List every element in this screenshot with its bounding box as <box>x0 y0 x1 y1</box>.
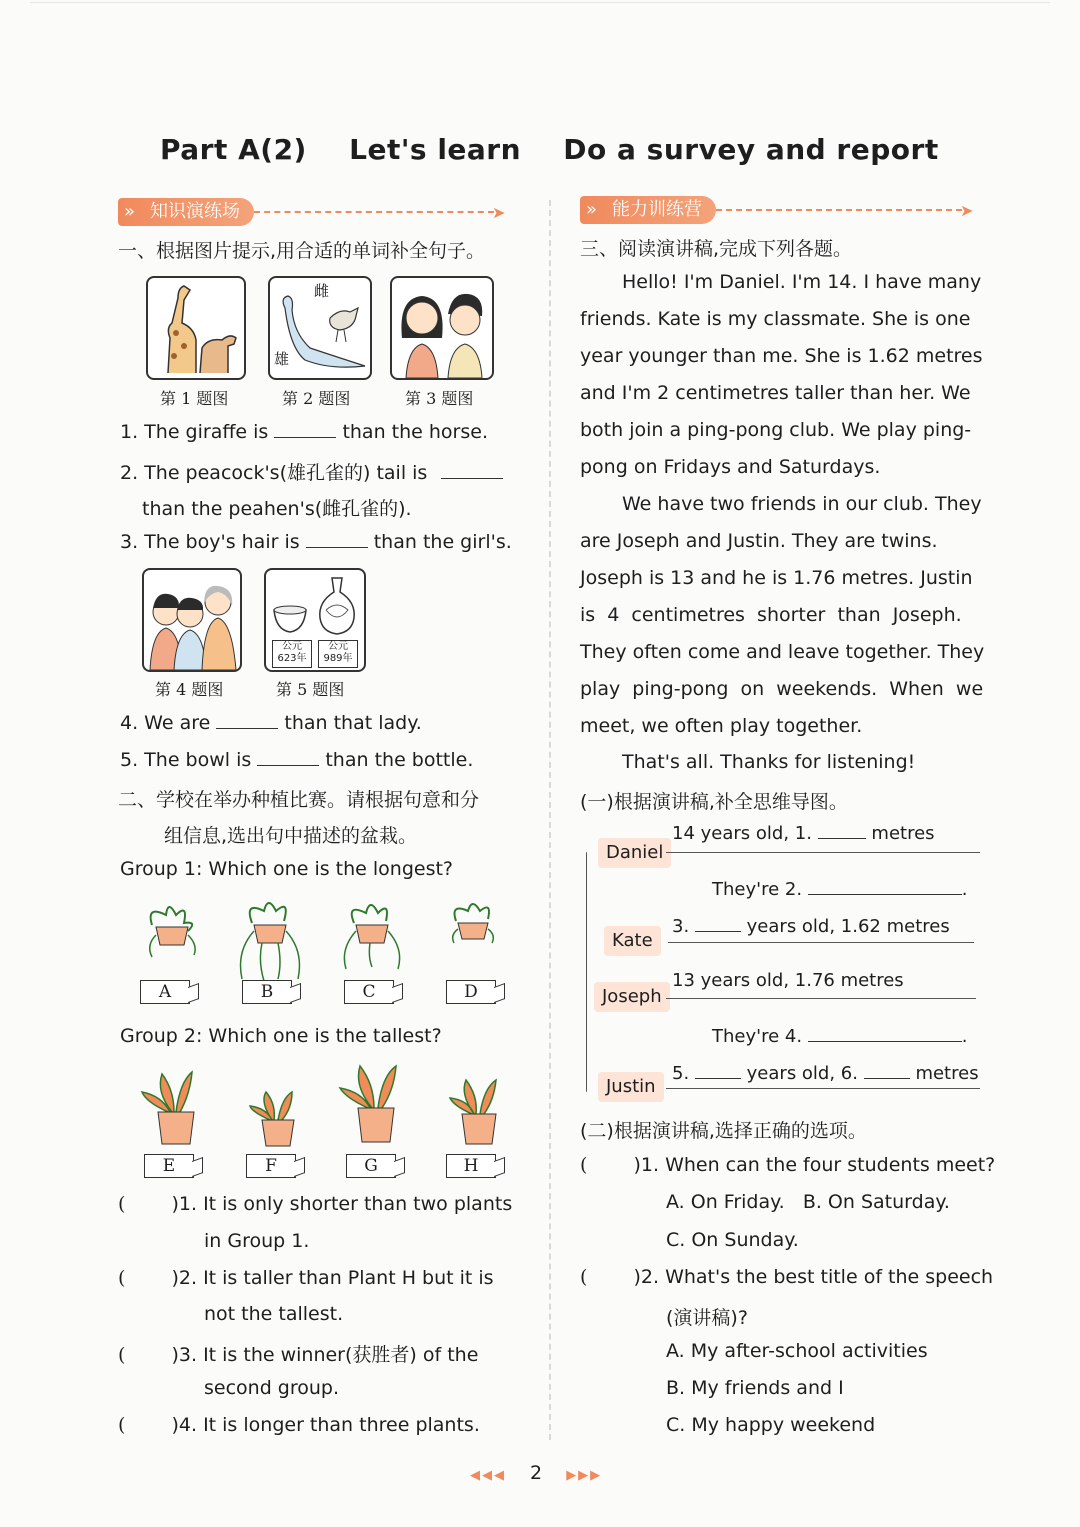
group2-question: Group 2: Which one is the tallest? <box>120 1025 442 1047</box>
node-daniel: Daniel <box>598 838 671 868</box>
mc-question-1 <box>580 1154 995 1176</box>
plant-label-b[interactable]: B <box>242 980 292 1004</box>
arrows-right-icon: ▶▶▶ <box>566 1468 603 1483</box>
mc-2-option-c[interactable]: C. My happy weekend <box>666 1414 876 1436</box>
q4-text: 4. We are <box>120 712 211 734</box>
top-rule <box>30 2 1050 3</box>
section1-heading: 一、根据图片提示,用合适的单词补全句子。 <box>118 240 486 262</box>
plant-c-icon <box>344 905 399 969</box>
mc-2-option-b[interactable]: B. My friends and I <box>666 1377 844 1399</box>
select-item-2-text: It is taller than Plant H but it is <box>203 1267 494 1289</box>
mc-paren-1[interactable]: ( <box>580 1154 588 1176</box>
plant-d-icon <box>453 904 494 943</box>
passage-line-9: Joseph is 13 and he is 1.76 metres. Justin <box>580 567 973 589</box>
kids-lady-picture <box>142 568 242 672</box>
select-item-3-cont: second group. <box>204 1377 340 1399</box>
theyre-4: They're 4. . <box>712 1026 968 1047</box>
q5-text: 5. The bowl is <box>120 749 252 771</box>
mc-question-2 <box>580 1266 993 1288</box>
blank-4[interactable] <box>808 1025 962 1042</box>
female-label: 雌 <box>314 282 330 300</box>
passage-line-5: both join a ping-pong club. We play ping- <box>580 419 972 441</box>
banner-knowledge-label: 知识演练场 <box>150 201 240 222</box>
answer-paren-4[interactable]: ( <box>118 1414 126 1436</box>
q1-blank[interactable] <box>274 421 336 438</box>
question-1 <box>120 421 488 443</box>
daniel-info <box>672 822 935 844</box>
mc-question-2-text: What's the best title of the speech <box>665 1266 994 1288</box>
group1-question: Group 1: Which one is the longest? <box>120 858 454 880</box>
select-item-2-cont: not the tallest. <box>204 1303 344 1325</box>
plant-label-a[interactable]: A <box>140 980 190 1004</box>
q3-text-end: than the girl's. <box>373 531 512 553</box>
passage-line-13: meet, we often play together. <box>580 715 863 737</box>
subsection-1-heading: (一)根据演讲稿,补全思维导图。 <box>580 791 848 813</box>
select-item-1 <box>118 1193 512 1215</box>
q4-text-end: than that lady. <box>284 712 422 734</box>
banner-ability-label: 能力训练营 <box>612 199 702 220</box>
select-item-1-text: It is only shorter than two plants <box>203 1193 513 1215</box>
blank-1[interactable] <box>818 822 866 839</box>
select-item-4-text: It is longer than three plants. <box>203 1414 480 1436</box>
page-number-value: 2 <box>530 1462 543 1484</box>
q2-blank[interactable] <box>441 462 503 479</box>
caption-pic1: 第 1 题图 <box>160 389 229 408</box>
q1-text: 1. The giraffe is <box>120 421 269 443</box>
q5-blank[interactable] <box>257 749 319 766</box>
male-label: 雄 <box>274 350 290 368</box>
caption-pic5: 第 5 题图 <box>276 680 345 699</box>
title-lesson: Let's learn <box>349 133 522 166</box>
select-item-3-num: )3. <box>171 1344 198 1366</box>
plant-h-icon <box>450 1080 496 1144</box>
arrows-left-icon: ◀◀◀ <box>470 1468 506 1483</box>
plant-a-icon <box>150 907 195 957</box>
answer-paren-1[interactable]: ( <box>118 1193 126 1215</box>
justin-info <box>672 1062 979 1084</box>
q2-text-end: than the peahen's(雌孔雀的). <box>142 498 412 520</box>
group1-plants <box>132 895 532 985</box>
giraffe-horse-picture <box>146 276 246 380</box>
justin-info-num: 5. <box>672 1063 690 1084</box>
plant-f-icon <box>250 1092 294 1146</box>
caption-pic3: 第 3 题图 <box>405 389 474 408</box>
select-item-1-num: )1. <box>171 1193 198 1215</box>
question-2 <box>120 458 503 485</box>
mc-question-2-cont: (演讲稿)? <box>666 1307 748 1329</box>
theyre-2-text: They're 2. <box>712 879 803 900</box>
passage-line-14: That's all. Thanks for listening! <box>622 751 916 773</box>
q4-blank[interactable] <box>216 712 278 729</box>
answer-paren-3[interactable]: ( <box>118 1344 126 1366</box>
mind-map <box>580 820 992 1100</box>
q2-text: 2. The peacock's(雄孔雀的) tail is <box>120 462 428 484</box>
banner-knowledge <box>118 198 505 226</box>
banner-arrow-icon: » <box>124 201 136 222</box>
passage-line-11: They often come and leave together. They <box>580 641 985 663</box>
plant-label-d[interactable]: D <box>446 980 496 1004</box>
question-3 <box>120 531 512 553</box>
q1-text-end: than the horse. <box>342 421 488 443</box>
passage-line-8: are Joseph and Justin. They are twins. <box>580 530 938 552</box>
column-divider <box>549 200 551 1440</box>
passage-line-7: We have two friends in our club. They <box>622 493 982 515</box>
title-activity: Do a survey and report <box>563 133 939 166</box>
page-title <box>160 133 971 166</box>
blank-3[interactable] <box>695 915 741 932</box>
mc-paren-2[interactable]: ( <box>580 1266 588 1288</box>
girl-boy-picture <box>390 276 494 380</box>
subsection-2-heading: (二)根据演讲稿,选择正确的选项。 <box>580 1120 867 1142</box>
q3-text: 3. The boy's hair is <box>120 531 300 553</box>
node-kate: Kate <box>604 926 661 956</box>
daniel-info-text: 14 years old, 1. <box>672 823 812 844</box>
mc-2-option-a[interactable]: A. My after-school activities <box>666 1340 928 1362</box>
peacock-peahen-picture <box>268 276 372 380</box>
passage-line-10: is 4 centimetres shorter than Joseph. <box>580 604 962 626</box>
plant-label-c[interactable]: C <box>344 980 394 1004</box>
select-item-3 <box>118 1340 478 1367</box>
passage-line-1: Hello! I'm Daniel. I'm 14. I have many <box>622 271 982 293</box>
caption-pic2: 第 2 题图 <box>282 389 351 408</box>
question-5 <box>120 749 473 771</box>
q5-text-end: than the bottle. <box>325 749 474 771</box>
section3-heading: 三、阅读演讲稿,完成下列各题。 <box>580 238 853 260</box>
blank-6[interactable] <box>864 1062 910 1079</box>
mc-question-2-num: )2. <box>633 1266 660 1288</box>
plant-label-f[interactable]: F <box>246 1154 296 1178</box>
plant-label-e[interactable]: E <box>144 1154 194 1178</box>
kate-info-text: years old, 1.62 metres <box>746 916 950 937</box>
kate-info-num: 3. <box>672 916 690 937</box>
select-item-3-text: It is the winner(获胜者) of the <box>203 1344 479 1366</box>
select-item-4 <box>118 1414 480 1436</box>
bottle-date-label: 公元 989年 <box>318 640 358 668</box>
mc-1-options-ab[interactable]: A. On Friday. B. On Saturday. <box>666 1191 950 1213</box>
plant-g-icon <box>340 1066 396 1142</box>
answer-paren-2[interactable]: ( <box>118 1267 126 1289</box>
bowl-bottle-picture <box>264 568 366 672</box>
joseph-info: 13 years old, 1.76 metres <box>672 970 904 991</box>
passage-line-4: and I'm 2 centimetres taller than her. We <box>580 382 971 404</box>
blank-2[interactable] <box>808 878 962 895</box>
daniel-info-unit: metres <box>871 823 935 844</box>
justin-info-unit: metres <box>915 1063 979 1084</box>
passage-line-12: play ping-pong on weekends. When we <box>580 678 984 700</box>
plant-b-icon <box>241 903 300 981</box>
select-item-2-num: )2. <box>171 1267 198 1289</box>
arrow-right-icon: ➤ <box>960 200 974 220</box>
q3-blank[interactable] <box>306 531 368 548</box>
section2-heading-2: 组信息,选出句中描述的盆栽。 <box>164 825 418 847</box>
passage-line-6: pong on Fridays and Saturdays. <box>580 456 881 478</box>
banner-ability <box>580 196 973 224</box>
passage-line-2: friends. Kate is my classmate. She is one <box>580 308 971 330</box>
node-joseph: Joseph <box>594 982 670 1012</box>
plant-label-g[interactable]: G <box>346 1154 396 1178</box>
mc-1-option-c[interactable]: C. On Sunday. <box>666 1229 799 1251</box>
caption-pic4: 第 4 题图 <box>155 680 224 699</box>
node-justin: Justin <box>598 1072 664 1102</box>
select-item-4-num: )4. <box>171 1414 198 1436</box>
group2-plants <box>132 1062 532 1152</box>
plant-label-h[interactable]: H <box>446 1154 496 1178</box>
mc-question-1-text: When can the four students meet? <box>665 1154 996 1176</box>
mc-question-1-num: )1. <box>633 1154 660 1176</box>
page-number <box>470 1462 602 1484</box>
theyre-2: They're 2. . <box>712 879 968 900</box>
banner-arrow-icon: » <box>586 199 598 220</box>
select-item-2 <box>118 1267 494 1289</box>
section2-heading-1: 二、学校在举办种植比赛。请根据句意和分 <box>118 789 480 811</box>
passage-line-3: year younger than me. She is 1.62 metres <box>580 345 983 367</box>
bowl-date-label: 公元 623年 <box>272 640 312 668</box>
arrow-right-icon: ➤ <box>492 202 506 222</box>
title-part: Part A(2) <box>160 133 307 166</box>
plant-e-icon <box>142 1072 194 1144</box>
kate-info <box>672 915 950 937</box>
select-item-1-cont: in Group 1. <box>204 1230 310 1252</box>
blank-5[interactable] <box>695 1062 741 1079</box>
theyre-4-text: They're 4. <box>712 1026 803 1047</box>
justin-info-text: years old, 6. <box>746 1063 858 1084</box>
question-4 <box>120 712 422 734</box>
